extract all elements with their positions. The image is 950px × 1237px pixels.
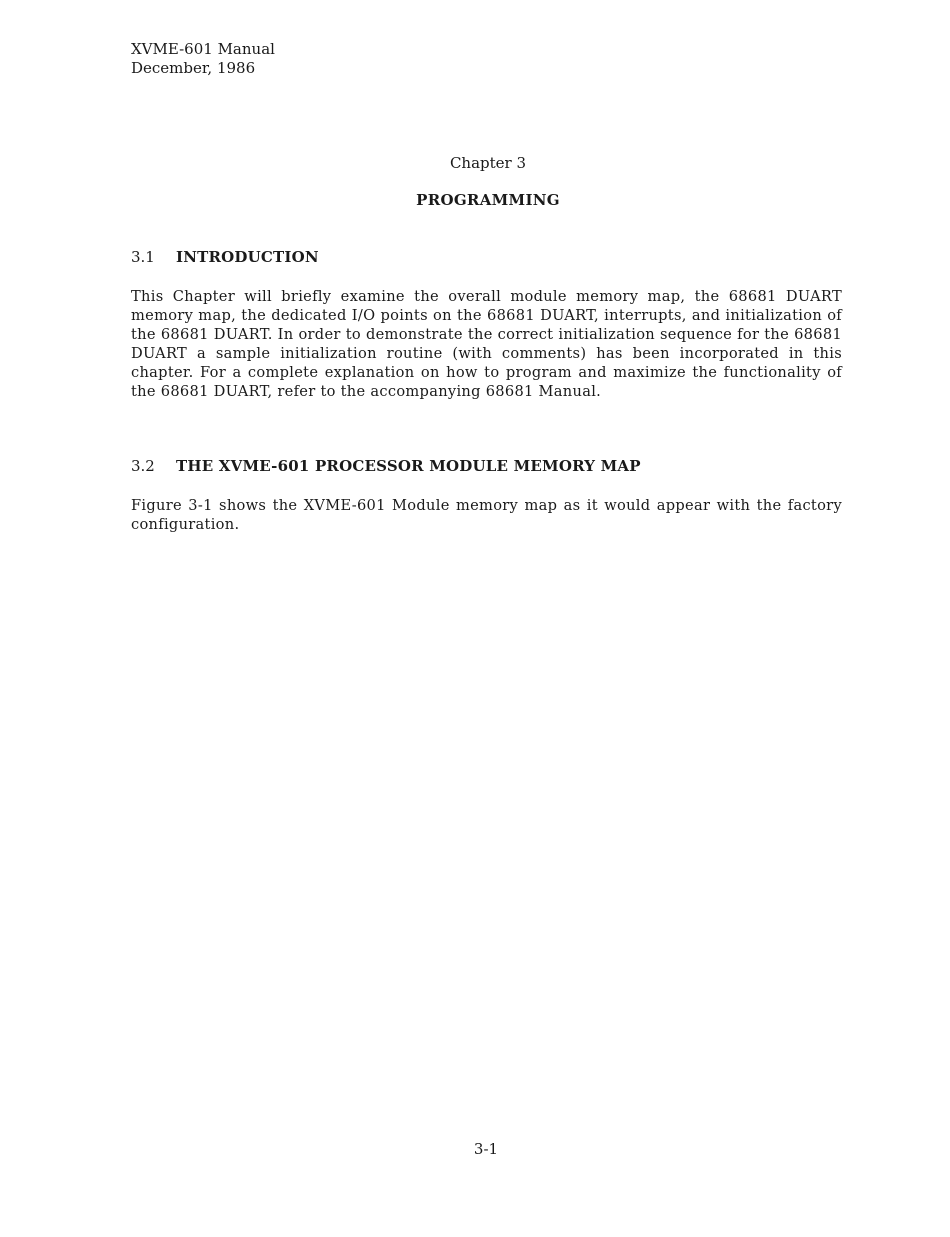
section-title: THE XVME-601 PROCESSOR MODULE MEMORY MAP (176, 457, 641, 475)
manual-date: December, 1986 (131, 59, 256, 77)
section-number: 3.2 (131, 457, 155, 475)
section-heading-introduction (131, 248, 319, 266)
section-body-introduction: This Chapter will briefly examine the overall module memory map, the 68681 DUART memory map, the dedicated I/O points on the 68681 DUART, interrupts, and initialization of the 68681 DUART. In order to demonstrate the correct initialization sequence for the 68681 DUART a sample initialization routine (with comments) has been incorporated in this chapter. For a complete explanation on how to program and maximize the functionality of the 68681 DUART, refer to the accompanying 68681 Manual. (131, 288, 842, 400)
section-number: 3.1 (131, 248, 155, 266)
manual-title: XVME-601 Manual (131, 40, 275, 58)
section-body-memory-map: Figure 3-1 shows the XVME-601 Module memory map as it would appear with the factory configuration. (131, 497, 842, 533)
page-number: 3-1 (473, 1140, 499, 1158)
section-heading-memory-map (131, 457, 641, 475)
page-header (131, 40, 275, 78)
chapter-title: PROGRAMMING (416, 191, 560, 209)
section-title: INTRODUCTION (176, 248, 319, 266)
chapter-number: Chapter 3 (449, 154, 527, 172)
